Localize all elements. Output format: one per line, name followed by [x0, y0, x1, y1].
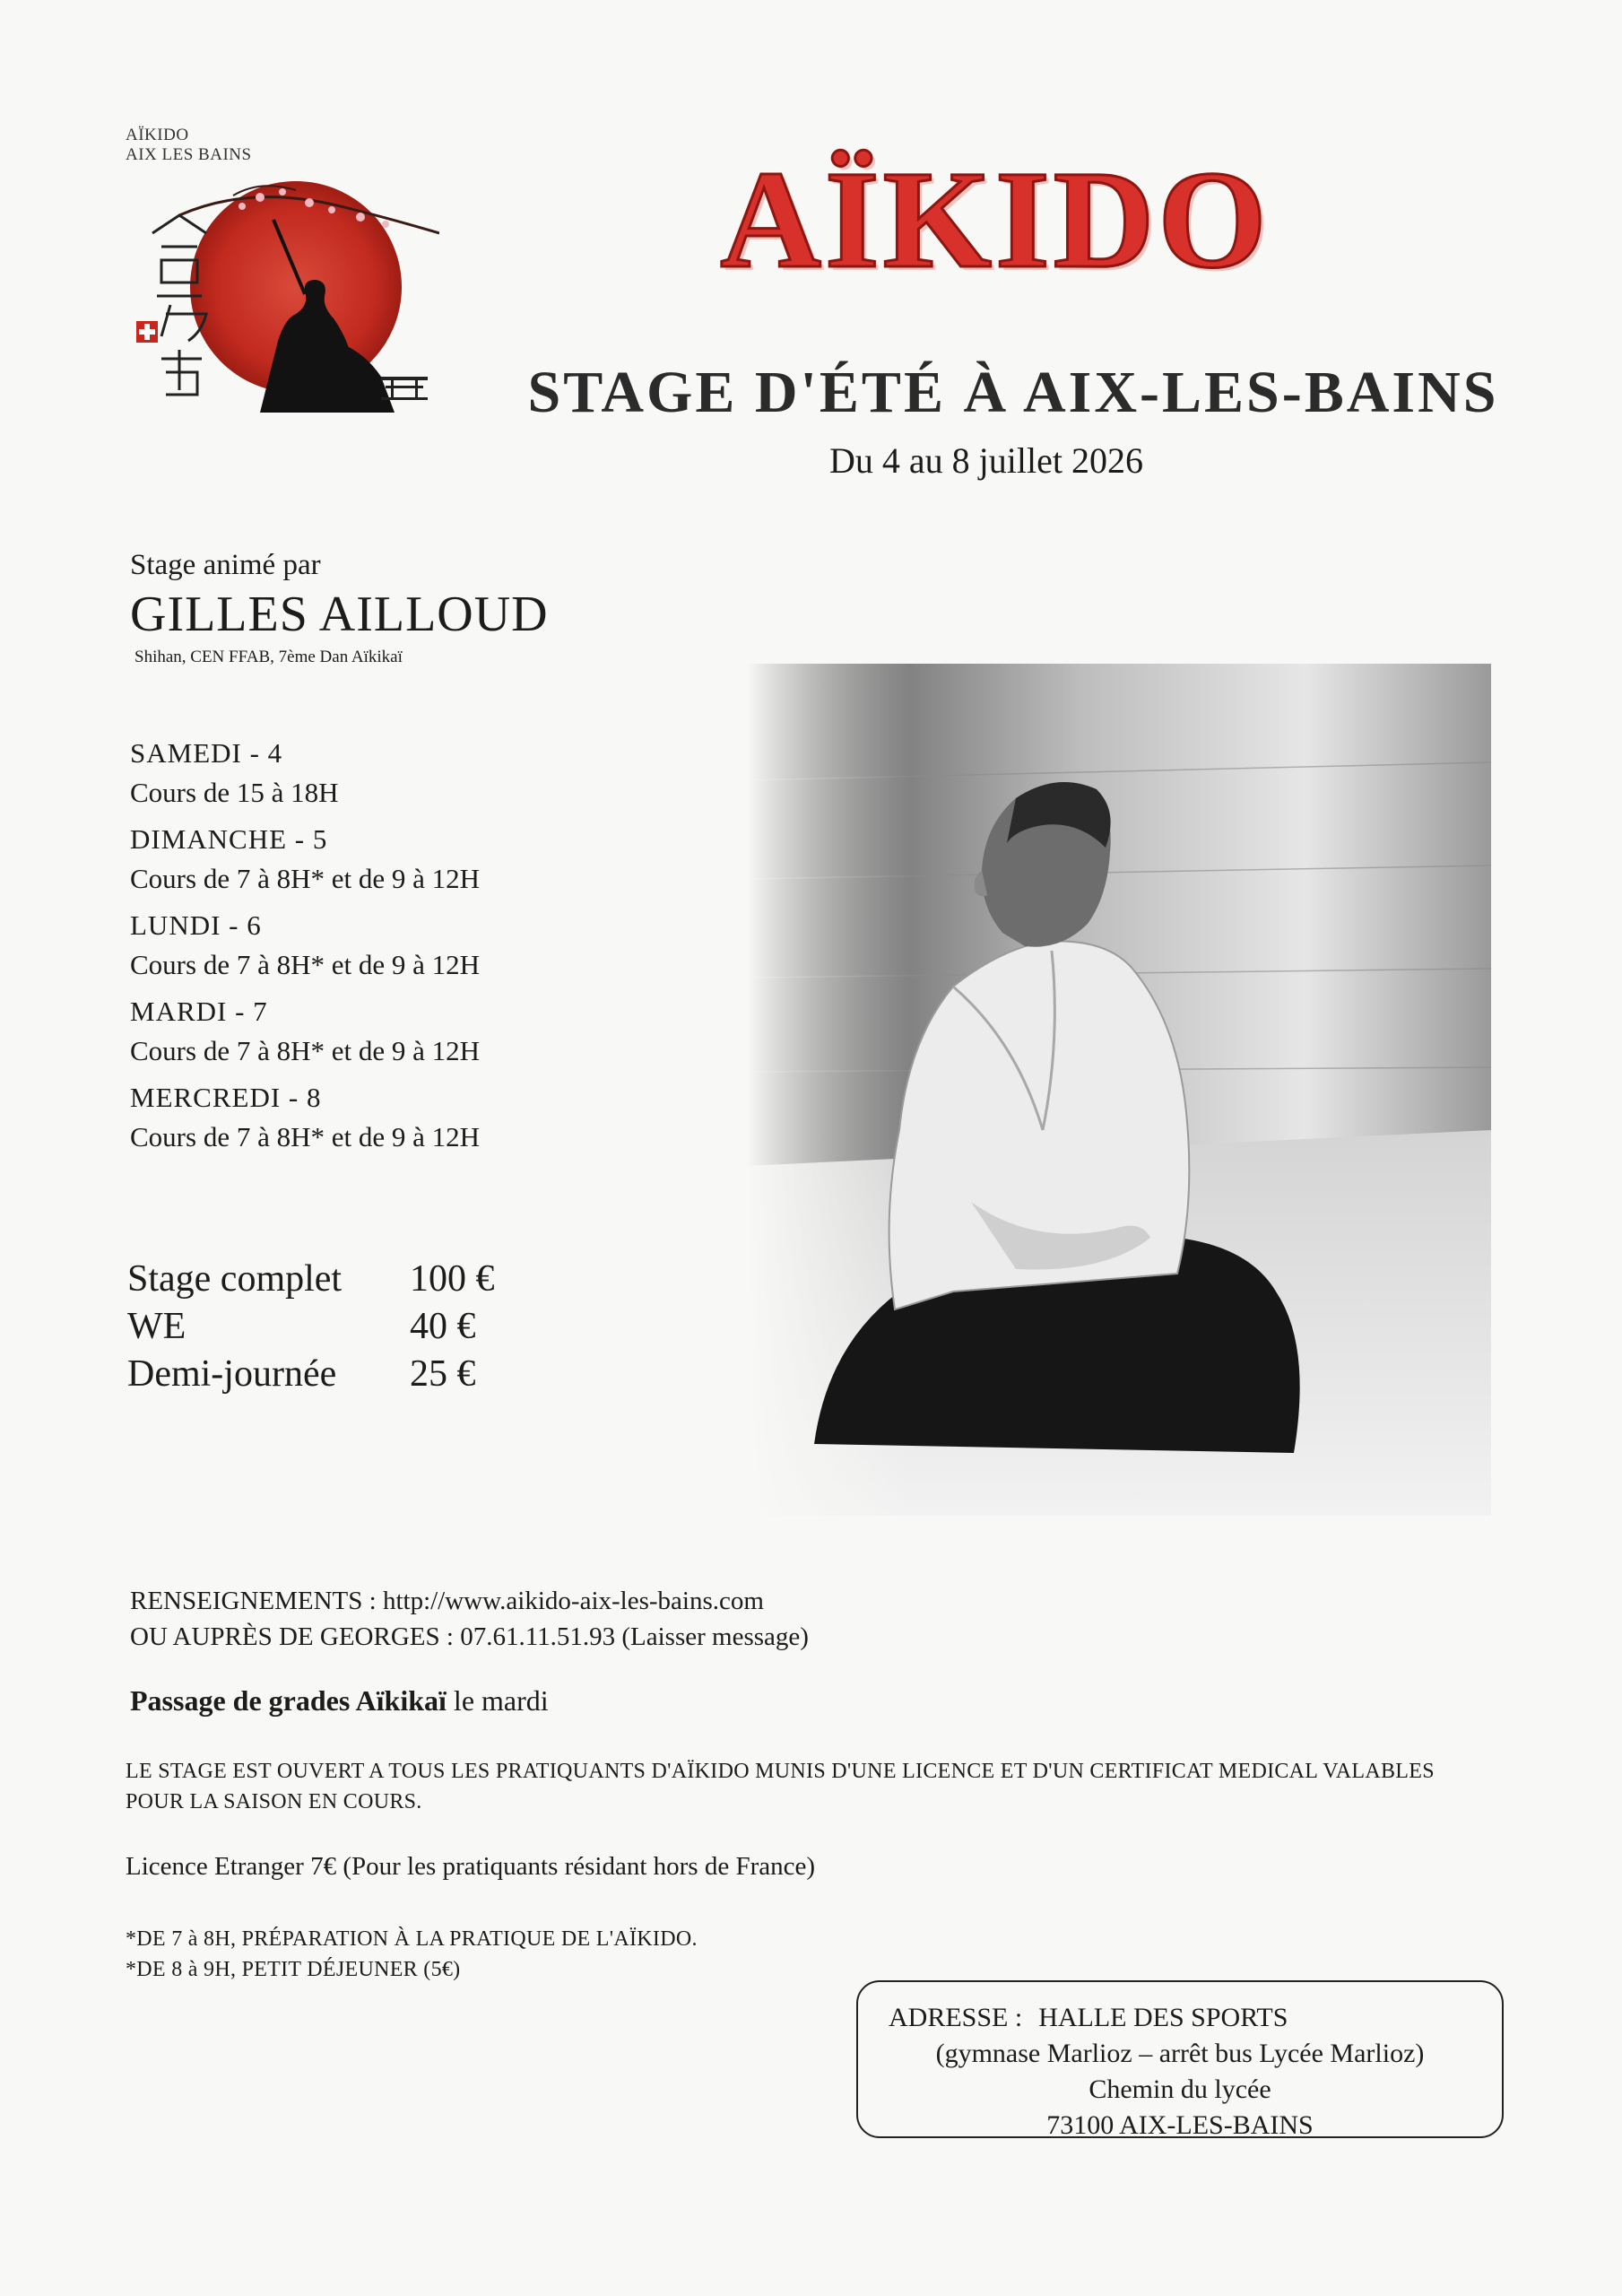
schedule-item [130, 906, 704, 985]
schedule-item [130, 734, 704, 813]
address-street: Chemin du lycée [1089, 2074, 1271, 2104]
schedule-day: SAMEDI - 4 [130, 737, 283, 769]
address-place: HALLE DES SPORTS [1038, 2003, 1288, 2032]
contact-label: OU AUPRÈS DE GEORGES : [130, 1622, 461, 1651]
address-box [856, 1980, 1504, 2138]
schedule-hours: Cours de 7 à 8H* et de 9 à 12H [130, 1035, 480, 1066]
club-logo [126, 126, 439, 413]
open-notice: LE STAGE EST OUVERT A TOUS LES PRATIQUANTS D'AÏKIDO MUNIS D'UNE LICENCE ET D'UN CERTIFICAT MEDICAL VALABLES POUR LA SAISON EN COURS. [126, 1760, 1435, 1813]
instructor-title: Shihan, CEN FFAB, 7ème Dan Aïkikaï [134, 648, 403, 666]
price-value: 100 € [410, 1258, 495, 1300]
footnote: *DE 7 à 8H, PRÉPARATION À LA PRATIQUE DE L'AÏKIDO. [126, 1927, 698, 1951]
footnotes [126, 1924, 698, 1985]
licence-note: Licence Etranger 7€ (Pour les pratiquants résidant hors de France) [126, 1852, 816, 1881]
price-row [127, 1351, 495, 1398]
schedule-list [130, 734, 704, 1164]
schedule-hours: Cours de 7 à 8H* et de 9 à 12H [130, 949, 480, 980]
instructor-intro: Stage animé par [130, 549, 321, 581]
info-block [130, 1583, 937, 1655]
main-title: AÏKIDO [720, 142, 1271, 297]
price-label: Demi-journée [127, 1353, 337, 1395]
address-city: 73100 AIX-LES-BAINS [1046, 2110, 1314, 2140]
footnote: *DE 8 à 9H, PETIT DÉJEUNER (5€) [126, 1958, 461, 1981]
schedule-day: LUNDI - 6 [130, 909, 262, 941]
logo-text-line1: AÏKIDO [126, 126, 189, 144]
price-label: WE [127, 1306, 186, 1347]
info-line-contact [130, 1619, 937, 1655]
price-value: 40 € [410, 1306, 476, 1347]
price-label: Stage complet [127, 1258, 343, 1300]
schedule-hours: Cours de 7 à 8H* et de 9 à 12H [130, 863, 480, 894]
instructor-photo [747, 664, 1491, 1516]
event-dates: Du 4 au 8 juillet 2026 [829, 440, 1143, 481]
instructor-name: GILLES AILLOUD [130, 587, 549, 642]
website-link[interactable]: http://www.aikido-aix-les-bains.com [382, 1587, 764, 1615]
logo-text-line2: AIX LES BAINS [126, 145, 252, 164]
grades-note-bold: Passage de grades Aïkikaï [130, 1684, 447, 1717]
price-value: 25 € [410, 1353, 476, 1395]
address-line-place [858, 2000, 1502, 2036]
logo-emblem [126, 170, 439, 413]
schedule-day: DIMANCHE - 5 [130, 823, 328, 855]
address-label: ADRESSE : [889, 2003, 1023, 2032]
price-row [127, 1303, 495, 1351]
price-list [127, 1256, 495, 1398]
schedule-item [130, 992, 704, 1071]
contact-phone: 07.61.11.51.93 (Laisser message) [460, 1622, 809, 1651]
schedule-day: MARDI - 7 [130, 996, 268, 1027]
info-line-website [130, 1583, 937, 1619]
address-detail: (gymnase Marlioz – arrêt bus Lycée Marlioz) [935, 2039, 1425, 2068]
grades-note [130, 1684, 549, 1718]
schedule-day: MERCREDI - 8 [130, 1082, 322, 1113]
grades-note-rest: le mardi [446, 1684, 549, 1717]
schedule-item [130, 1078, 704, 1157]
schedule-hours: Cours de 7 à 8H* et de 9 à 12H [130, 1121, 480, 1152]
event-subtitle: STAGE D'ÉTÉ À AIX-LES-BAINS [527, 360, 1499, 425]
price-row [127, 1256, 495, 1303]
schedule-hours: Cours de 15 à 18H [130, 777, 339, 808]
website-label: RENSEIGNEMENTS : [130, 1587, 383, 1615]
schedule-item [130, 820, 704, 899]
